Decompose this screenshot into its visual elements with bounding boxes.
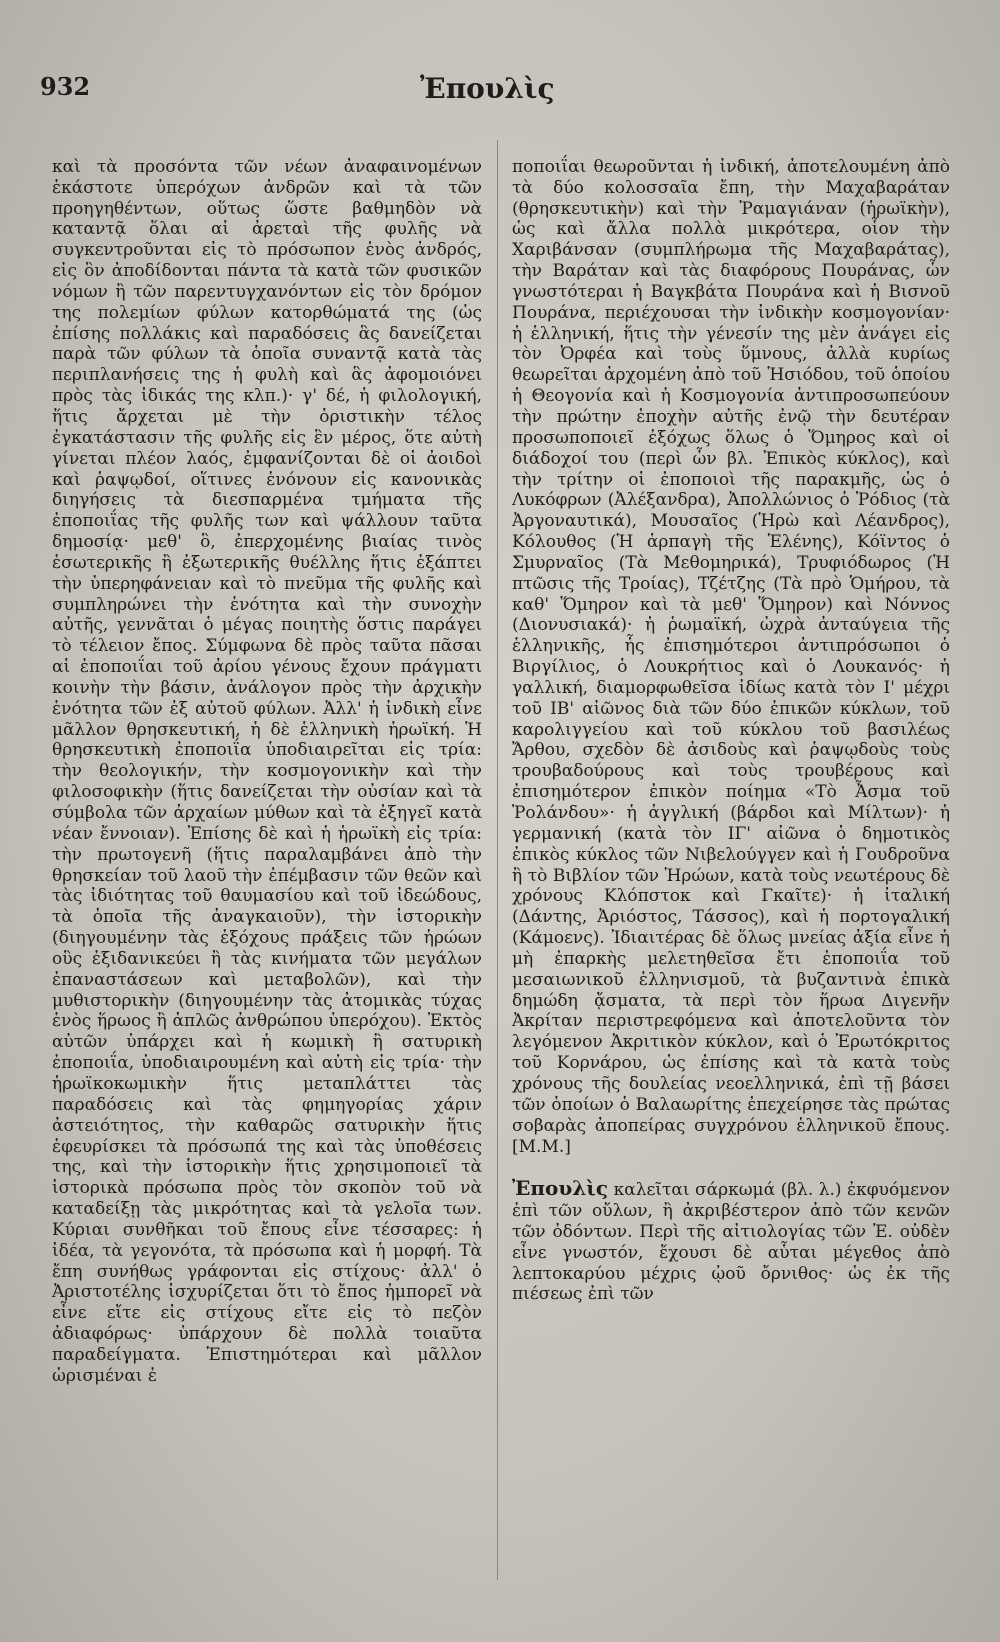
page-number: 932 xyxy=(40,72,91,101)
left-column-text: καὶ τὰ προσόντα τῶν νέων ἀναφαινομένων ἑκάστοτε ὑπερόχων ἀνδρῶν καὶ τὰ τῶν προηγηθέντων, οὕτως ὥστε βαθμηδὸν νὰ καταντᾷ ὅλαι αἱ ἀρεταὶ τῆς φυλῆς νὰ συγκεντροῦνται εἰς τὸ πρόσωπον ἑνὸς ἀνδρός, εἰς ὃν ἀποδίδονται πάντα τὰ κατὰ τῶν φυσικῶν νόμων ἢ τῶν παρεντυγχανόντων εἰς τὸν δρόμον της πολεμίων φύλων κατορθώματά της (ὡς ἐπίσης πολλάκις καὶ παραδόσεις ἃς δανείζεται παρὰ τῶν φύλων τὰ ὁποῖα συναντᾷ κατὰ τὰς περιπλανήσεις της ἡ φυλὴ καὶ ἃς ἀφομοιόνει πρὸς τὰς ἰδικάς της κλπ.)· γ' δέ, ἡ φιλολογική, ἥτις ἄρχεται μὲ τὴν ὁριστικὴν τέλος ἐγκατάστασιν τῆς φυλῆς εἰς ἓν μέρος, ὅτε αὐτὴ γίνεται πλέον λαός, ἐμφανίζονται δὲ οἱ ἀοιδοὶ καὶ ῥαψῳδοί, οἵτινες ἑνόνουν εἰς κανονικὰς διηγήσεις τὰ διεσπαρμένα τμήματα τῆς ἐποποιΐας τῆς φυλῆς των καὶ ψάλλουν ταῦτα δημοσίᾳ· μεθ' ὃ, ἐπερχομένης βιαίας τινὸς ἐσωτερικῆς ἢ ἐξωτερικῆς θυέλλης ἥτις ἐξάπτει τὴν ὑπερηφάνειαν καὶ τὸ πνεῦμα τῆς φυλῆς καὶ συμπληρώνει τὴν ἑνότητα καὶ τὴν συνοχὴν αὐτῆς, γεννᾶται ὁ μέγας ποιητὴς ὅστις παράγει τὸ τέλειον ἔπος. Σύμφωνα δὲ πρὸς ταῦτα πᾶσαι αἱ ἐποποιΐαι τοῦ ἀρίου γένους ἔχουν πράγματι κοινὴν τὴν βάσιν, ἀνάλογον πρὸς τὴν ἀρχικὴν ἑνότητα τῶν ἐξ αὐτοῦ φύλων. Ἀλλ' ἡ ἰνδικὴ εἶνε μᾶλλον θρησκευτική, ἡ δὲ ἑλληνικὴ ἡρωϊκή. Ἡ θρησκευτικὴ ἐποποιΐα ὑποδιαιρεῖται εἰς τρία: τὴν θεολογικήν, τὴν κοσμογονικὴν καὶ τὴν φιλοσοφικὴν (ἥτις δανείζεται τὴν οὐσίαν καὶ τὰ σύμβολα τῶν ἀρχαίων μύθων καὶ τὰ ἐξηγεῖ κατὰ νέαν ἔννοιαν). Ἐπίσης δὲ καὶ ἡ ἡρωϊκὴ εἰς τρία: τὴν πρωτογενῆ (ἥτις παραλαμβάνει ἀπὸ τὴν θρησκείαν τοῦ λαοῦ τὴν ἐπέμβασιν τῶν θεῶν καὶ τὰς ἰδιότητας τοῦ θαυμασίου καὶ τοῦ ἰδεώδους, τὰ ὁποῖα τῆς ἀναγκαιοῦν), τὴν ἱστορικὴν (διηγουμένην τὰς ἐξόχους πράξεις τῶν ἡρώων οὓς ἐξιδανικεύει ἢ τὰς κινήματα τῶν μεγάλων ἐπαναστάσεων καὶ μεταβολῶν), καὶ τὴν μυθιστορικὴν (διηγουμένην τὰς ἀτομικὰς τύχας ἑνὸς ἥρωος ἢ ἁπλῶς ἀνθρώπου ὑπερόχου). Ἐκτὸς αὐτῶν ὑπάρχει καὶ ἡ κωμικὴ ἢ σατυρικὴ ἐποποιΐα, ὑποδιαιρουμένη καὶ αὐτὴ εἰς τρία· τὴν ἡρωϊκοκωμικὴν ἥτις μεταπλάττει τὰς παραδόσεις καὶ τὰς φημηγορίας χάριν ἀστειότητος, τὴν καθαρῶς σατυρικὴν ἥτις ἐφευρίσκει τὰ πρόσωπά της καὶ τὰς ὑποθέσεις της, καὶ τὴν ἱστορικὴν ἥτις χρησιμοποιεῖ τὰ ἱστορικὰ πρόσωπα πρὸς τὸν σκοπὸν τοῦ νὰ καταδείξῃ τὰς μικρότητας καὶ τὰ γελοῖα των. Κύριαι συνθῆκαι τοῦ ἔπους εἶνε τέσσαρες: ἡ ἰδέα, τὰ γεγονότα, τὰ πρόσωπα καὶ ἡ μορφή. Τὰ ἔπη συνήθως γράφονται εἰς στίχους· ἀλλ' ὁ Ἀριστοτέλης ἰσχυρίζεται ὅτι τὸ ἔπος ἠμπορεῖ νὰ εἶνε εἴτε εἰς στίχους εἴτε εἰς τὸ πεζὸν ἀδιαφόρως· ὑπάρχουν δὲ πολλὰ τοιαῦτα παραδείγματα. Ἐπιστημότεραι καὶ μᾶλλον ὡρισμέναι ἐ xyxy=(52,156,482,1386)
left-column xyxy=(52,136,482,1407)
column-divider xyxy=(497,140,498,1580)
entry-headword: Ἐπουλὶς xyxy=(512,1176,609,1201)
right-column xyxy=(512,136,950,1326)
next-entry xyxy=(512,1178,950,1305)
right-column-text: ποποιΐαι θεωροῦνται ἡ ἰνδική, ἀποτελουμένη ἀπὸ τὰ δύο κολοσσαῖα ἔπη, τὴν Μαχαβαράταν (θρησκευτικὴν) καὶ τὴν Ῥαμαγιάναν (ἡρωϊκὴν), ὡς καὶ ἄλλα πολλὰ μικρότερα, οἷον τὴν Χαριβάνσαν (συμπλήρωμα τῆς Μαχαβαράτας), τὴν Βαράταν καὶ τὰς διαφόρους Πουράνας, ὧν γνωστότεραι ἡ Βαγκβάτα Πουράνα καὶ ἡ Βισνοῦ Πουράνα, περιέχουσαι τὴν ἰνδικὴν κοσμογονίαν· ἡ ἑλληνική, ἥτις τὴν γένεσίν της μὲν ἀνάγει εἰς τὸν Ὀρφέα καὶ τοὺς ὕμνους, ἀλλὰ κυρίως θεωρεῖται ἀρχομένη ἀπὸ τοῦ Ἡσιόδου, τοῦ ὁποίου ἡ Θεογονία καὶ ἡ Κοσμογονία ἀντιπροσωπεύουν τὴν πρώτην ἐποχὴν αὐτῆς ἐνῷ τὴν δευτέραν προσωποποιεῖ ἐξόχως ὅλως ὁ Ὅμηρος καὶ οἱ διάδοχοί του (περὶ ὧν βλ. Ἐπικὸς κύκλος), καὶ τὴν τρίτην οἱ ἐποποιοὶ τῆς παρακμῆς, ὡς ὁ Λυκόφρων (Ἀλέξανδρα), Ἀπολλώνιος ὁ Ῥόδιος (τὰ Ἀργοναυτικά), Μουσαῖος (Ἡρὼ καὶ Λέανδρος), Κόλουθος (Ἡ ἁρπαγὴ τῆς Ἑλένης), Κόϊντος ὁ Σμυρναῖος (Τὰ Μεθομηρικά), Τρυφιόδωρος (Ἡ πτῶσις τῆς Τροίας), Τζέτζης (Τὰ πρὸ Ὁμήρου, τὰ καθ' Ὅμηρον καὶ τὰ μεθ' Ὅμηρον) καὶ Νόννος (Διονυσιακά)· ἡ ῥωμαϊκή, ὠχρὰ ἀνταύγεια τῆς ἑλληνικῆς, ἧς ἐπισημότεροι ἀντιπρόσωποι ὁ Βιργίλιος, ὁ Λουκρήτιος καὶ ὁ Λουκανός· ἡ γαλλική, διαμορφωθεῖσα ἰδίως κατὰ τὸν Ι' μέχρι τοῦ ΙΒ' αἰῶνος διὰ τῶν δύο ἐπικῶν κύκλων, τοῦ καρολιγγείου καὶ τοῦ κύκλου τοῦ βασιλέως Ἄρθου, σχεδὸν δὲ ἀσιδοὺς καὶ ῥαψῳδοὺς τοὺς τρουβαδούρους καὶ τοὺς τρουβέρους καὶ ἐπισημότερον ἐπικὸν ποίημα «Τὸ Ἆσμα τοῦ Ῥολάνδου»· ἡ ἀγγλική (βάρδοι καὶ Μίλτων)· ἡ γερμανική (κατὰ τὸν ΙΓ' αἰῶνα ὁ δημοτικὸς ἐπικὸς κύκλος τῶν Νιβελούγγεν καὶ ἡ Γουδροῦνα ἢ τὸ Βιβλίον τῶν Ἡρώων, κατὰ τοὺς νεωτέρους δὲ χρόνους Κλόπστοκ καὶ Γκαῖτε)· ἡ ἰταλική (Δάντης, Ἀριόστος, Τάσσος), καὶ ἡ πορτογαλική (Κάμοενς). Ἰδιαιτέρας δὲ ὅλως μνείας ἀξία εἶνε ἡ μὴ ἐπαρκὴς μελετηθεῖσα ἔτι ἐποποιΐα τοῦ μεσαιωνικοῦ ἑλληνισμοῦ, τὰ βυζαντινὰ ἐπικὰ δημώδη ᾄσματα, τὰ περὶ τὸν ἥρωα Διγενῆν Ἀκρίταν περιστρεφόμενα καὶ ἀποτελοῦντα τὸν λεγόμενον Ἀκριτικὸν κύκλον, καὶ ὁ Ἐρωτόκριτος τοῦ Κορνάρου, ὡς ἐπίσης καὶ τὰ κατὰ τοὺς χρόνους τῆς δουλείας νεοελληνικά, ἐπὶ τῇ βάσει τῶν ὁποίων ὁ Βαλαωρίτης ἐπεχείρησε τὰς πρώτας σοβαρὰς ἀποπείρας συγχρόνου ἑλληνικοῦ ἔπους. [Μ.Μ.] xyxy=(512,156,950,1157)
entry-text: καλεῖται σάρκωμά (βλ. λ.) ἐκφυόμενον ἐπὶ τῶν οὔλων, ἢ ἀκριβέστερον ἀπὸ τῶν κενῶν τῶν ὀδόντων. Περὶ τῆς αἰτιολογίας τῶν Ἐ. οὐδὲν εἶνε γνωστόν, ἔχουσι δὲ αὗται μέγεθος ἀπὸ λεπτοκαρύου μέχρις ᾠοῦ ὄρνιθος· ὡς ἐκ τῆς πιέσεως ἐπὶ τῶν xyxy=(512,1180,950,1305)
running-head: Ἐπουλὶς xyxy=(420,72,555,105)
